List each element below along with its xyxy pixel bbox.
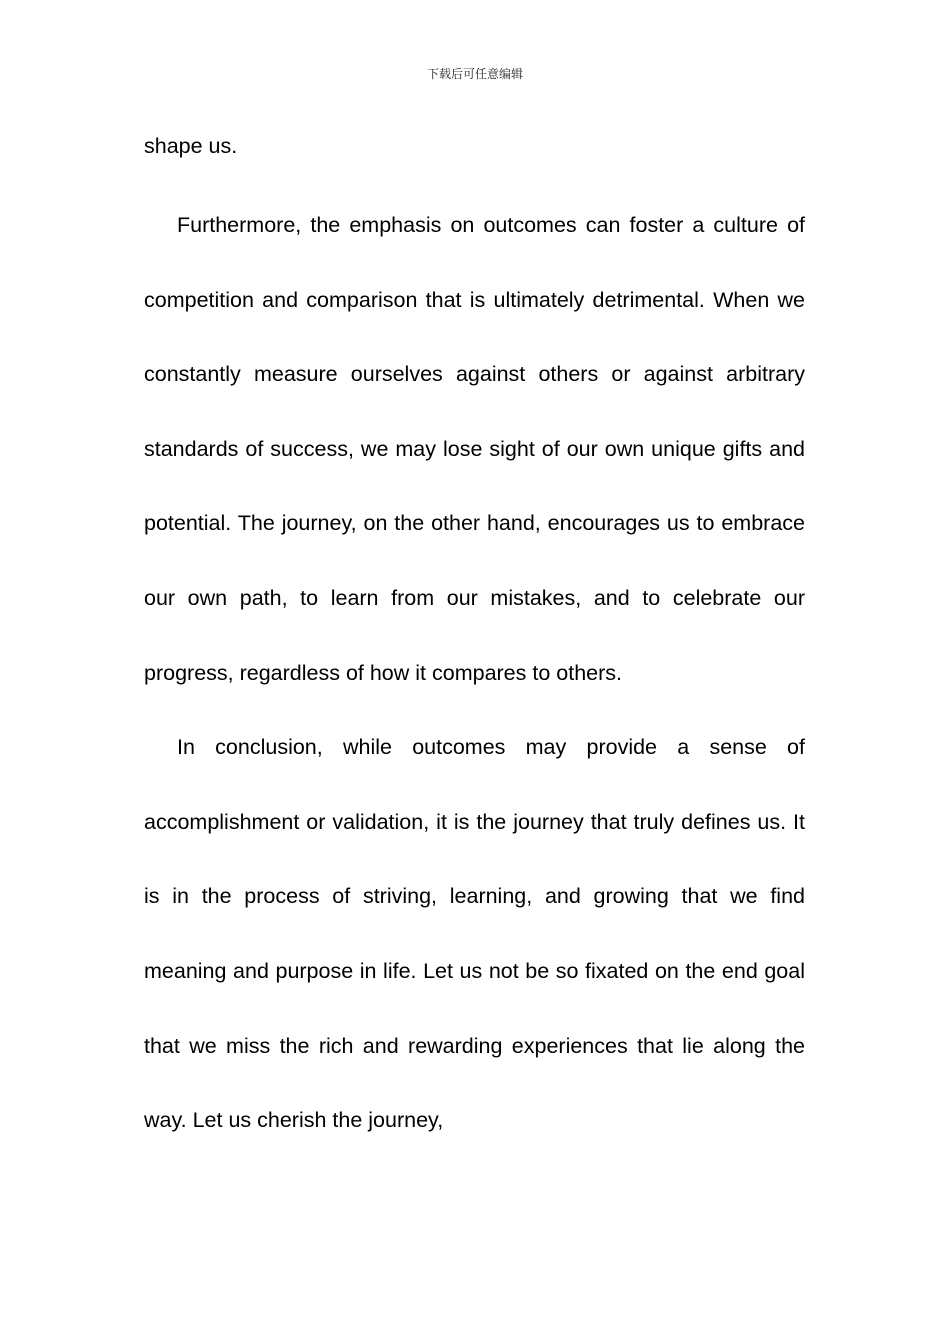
- paragraph-furthermore: Furthermore, the emphasis on outcomes can foster a culture of competition and comparison that is ultimately detrimental. When we constantly measure ourselves against others or against arbitrary standards of success, we may lose sight of our own unique gifts and potential. The journey, on the other hand, encourages us to embrace our own path, to learn from our mistakes, and to celebrate our progress, regardless of how it compares to others.: [144, 213, 805, 685]
- paragraph-conclusion: In conclusion, while outcomes may provide a sense of accomplishment or validation, it is the journey that truly defines us. It is in the process of striving, learning, and growing that we find meaning and purpose in life. Let us not be so fixated on the end goal that we miss the rich and rewarding experiences that lie along the way. Let us cherish the journey,: [144, 735, 805, 1133]
- header-note: 下载后可任意编辑: [426, 67, 523, 81]
- paragraph-continuation: shape us.: [144, 134, 238, 158]
- document-body: [144, 128, 805, 1158]
